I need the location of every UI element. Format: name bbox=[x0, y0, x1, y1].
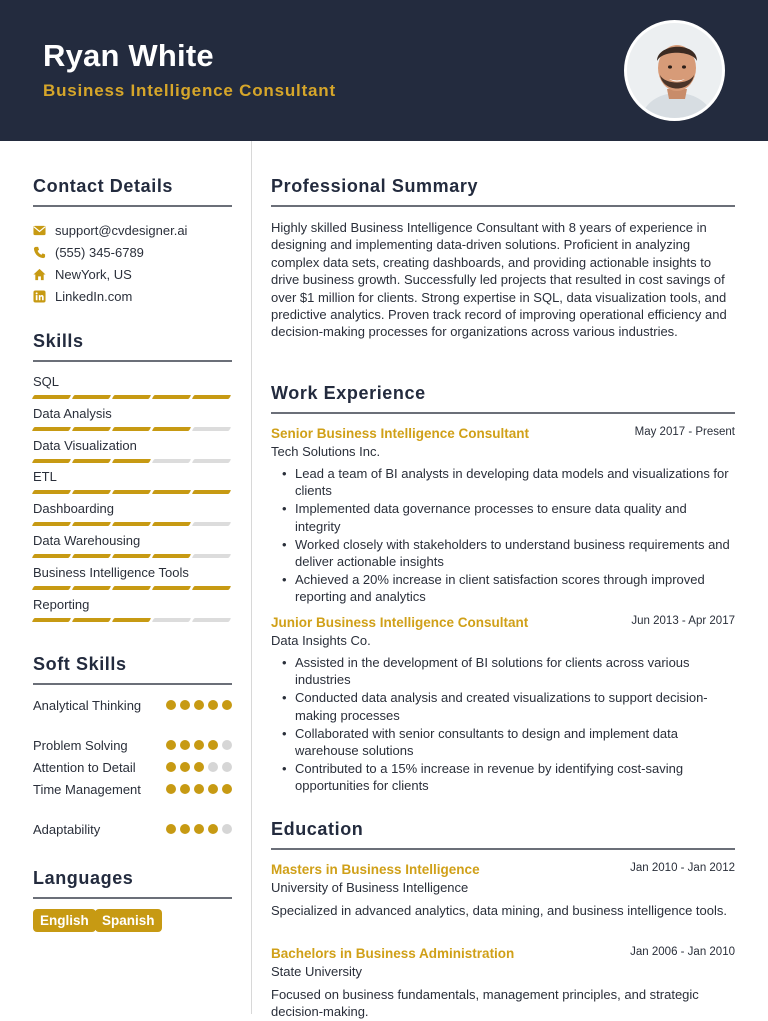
skill-level-segment bbox=[32, 459, 71, 463]
skill-level-segment bbox=[112, 459, 151, 463]
skill-level-segment bbox=[112, 490, 151, 494]
summary-rule bbox=[271, 205, 735, 207]
skill-level-segment bbox=[152, 522, 191, 526]
skill-level-segment bbox=[192, 554, 231, 558]
skill-level-segment bbox=[32, 490, 71, 494]
skill-level-segment bbox=[32, 427, 71, 431]
rating-dot bbox=[180, 824, 190, 834]
list-item: • Lead a team of BI analysts in developing data models and visualizations for clients bbox=[271, 465, 735, 500]
skill-level-segment bbox=[112, 586, 151, 590]
experience-rule bbox=[271, 412, 735, 414]
contact-rule bbox=[33, 205, 232, 207]
skill-level-segment bbox=[72, 618, 111, 622]
languages-title: Languages bbox=[33, 868, 134, 888]
skill-level-bar bbox=[33, 618, 230, 622]
contact-location-text: NewYork, US bbox=[55, 267, 132, 282]
rating-dot bbox=[180, 762, 190, 772]
skill-item bbox=[33, 501, 232, 516]
education-title: Education bbox=[271, 819, 364, 839]
soft-skill-label: Time Management bbox=[33, 782, 141, 797]
skill-level-segment bbox=[192, 490, 231, 494]
skill-level-bar bbox=[33, 490, 230, 494]
skill-level-segment bbox=[72, 459, 111, 463]
skill-level-bar bbox=[33, 395, 230, 399]
phone-icon bbox=[33, 246, 46, 259]
skill-level-segment bbox=[152, 395, 191, 399]
contact-linkedin[interactable] bbox=[33, 289, 132, 304]
soft-skill-rating bbox=[166, 824, 232, 834]
languages-list bbox=[33, 909, 232, 933]
rating-dot bbox=[166, 700, 176, 710]
skill-level-segment bbox=[152, 618, 191, 622]
list-item: • Implemented data governance processes to ensure data quality and integrity bbox=[271, 500, 735, 535]
list-item: • Contributed to a 15% increase in revenue by identifying cost-saving opportunities for clients bbox=[271, 760, 735, 795]
skill-level-bar bbox=[33, 554, 230, 558]
languages-rule bbox=[33, 897, 232, 899]
experience-title: Work Experience bbox=[271, 383, 426, 403]
soft-skill-label: Attention to Detail bbox=[33, 760, 136, 775]
language-badge: Spanish bbox=[95, 909, 162, 932]
job-company: Tech Solutions Inc. bbox=[271, 444, 381, 459]
list-item: • Conducted data analysis and created visualizations to support decision-making processes bbox=[271, 689, 735, 724]
skill-item bbox=[33, 597, 232, 612]
rating-dot bbox=[208, 700, 218, 710]
skill-level-bar bbox=[33, 586, 230, 590]
job-title: Junior Business Intelligence Consultant bbox=[271, 615, 529, 630]
skill-level-segment bbox=[72, 395, 111, 399]
soft-skill-item bbox=[33, 737, 232, 754]
skill-level-segment bbox=[192, 586, 231, 590]
rating-dot bbox=[180, 740, 190, 750]
skill-level-segment bbox=[152, 459, 191, 463]
skill-level-segment bbox=[32, 586, 71, 590]
contact-email-text: support@cvdesigner.ai bbox=[55, 223, 188, 238]
rating-dot bbox=[166, 740, 176, 750]
degree-description: Specialized in advanced analytics, data mining, and business intelligence tools. bbox=[271, 903, 728, 918]
skills-rule bbox=[33, 360, 232, 362]
summary-text: Highly skilled Business Intelligence Consultant with 8 years of experience in designing and implementing data-driven solutions. Proficient in analyzing complex data sets, creating dashboards, and providing actionable insights to drive business growth. Successfully led projects that resulted in cost savings of over $1 million for clients. Strong expertise in SQL, data visualization tools, and predictive analytics. Proven track record of improving operational efficiency and decision-making processes for organizations across various industries. bbox=[271, 220, 727, 340]
school-name: State University bbox=[271, 964, 363, 979]
skill-level-segment bbox=[192, 459, 231, 463]
rating-dot bbox=[194, 762, 204, 772]
soft-skill-rating bbox=[166, 784, 232, 794]
soft-skill-label: Analytical Thinking bbox=[33, 698, 142, 713]
skill-label: Business Intelligence Tools bbox=[33, 564, 189, 580]
contact-title: Contact Details bbox=[33, 176, 174, 196]
home-icon bbox=[33, 268, 46, 281]
degree-date: Jan 2006 - Jan 2010 bbox=[630, 946, 735, 958]
rating-dot bbox=[208, 784, 218, 794]
skill-label: SQL bbox=[33, 374, 60, 389]
language-badge: English bbox=[33, 909, 96, 932]
profile-photo-image bbox=[627, 23, 725, 121]
job-company: Data Insights Co. bbox=[271, 633, 371, 648]
skill-label: Reporting bbox=[33, 596, 90, 612]
skill-label: Data Visualization bbox=[33, 437, 137, 453]
job-title: Senior Business Intelligence Consultant bbox=[271, 426, 530, 441]
degree-description: Focused on business fundamentals, management principles, and strategic decision-making. bbox=[271, 987, 699, 1020]
rating-dot bbox=[194, 700, 204, 710]
list-item: • Collaborated with senior consultants to design and implement data warehouse solutions bbox=[271, 725, 735, 760]
skill-level-segment bbox=[72, 522, 111, 526]
soft-skills-rule bbox=[33, 683, 232, 685]
skill-level-segment bbox=[72, 490, 111, 494]
skill-item bbox=[33, 406, 232, 421]
skill-level-segment bbox=[192, 395, 231, 399]
degree-date: Jan 2010 - Jan 2012 bbox=[630, 862, 735, 874]
skill-label: Dashboarding bbox=[33, 501, 114, 517]
soft-skill-label: Problem Solving bbox=[33, 738, 128, 753]
skill-level-segment bbox=[192, 427, 231, 431]
summary-title: Professional Summary bbox=[271, 176, 479, 196]
rating-dot bbox=[194, 740, 204, 750]
rating-dot bbox=[166, 784, 176, 794]
rating-dot bbox=[222, 824, 232, 834]
list-item: • Assisted in the development of BI solutions for clients across various industries bbox=[271, 654, 735, 689]
skill-level-segment bbox=[152, 427, 191, 431]
rating-dot bbox=[208, 824, 218, 834]
rating-dot bbox=[194, 824, 204, 834]
soft-skill-item bbox=[33, 781, 232, 798]
job-bullets bbox=[271, 465, 735, 606]
candidate-name: Ryan White bbox=[43, 38, 214, 73]
soft-skill-rating bbox=[166, 740, 232, 750]
skill-level-bar bbox=[33, 427, 230, 431]
list-item: • Worked closely with stakeholders to understand business requirements and deliver actionable insights bbox=[271, 536, 735, 571]
skill-item bbox=[33, 565, 232, 580]
skill-level-segment bbox=[72, 586, 111, 590]
contact-phone-text: (555) 345-6789 bbox=[55, 245, 144, 260]
rating-dot bbox=[222, 762, 232, 772]
candidate-role: Business Intelligence Consultant bbox=[43, 81, 336, 100]
rating-dot bbox=[208, 762, 218, 772]
skill-level-bar bbox=[33, 459, 230, 463]
column-divider bbox=[251, 141, 252, 1014]
skill-label: Data Warehousing bbox=[33, 533, 141, 548]
skill-level-bar bbox=[33, 522, 230, 526]
skill-level-segment bbox=[112, 427, 151, 431]
rating-dot bbox=[222, 784, 232, 794]
skill-level-segment bbox=[152, 586, 191, 590]
envelope-icon bbox=[33, 224, 46, 237]
rating-dot bbox=[222, 700, 232, 710]
soft-skill-label: Adaptability bbox=[33, 822, 101, 837]
job-date: May 2017 - Present bbox=[634, 426, 735, 438]
skill-item bbox=[33, 533, 232, 548]
degree-title: Masters in Business Intelligence bbox=[271, 862, 480, 877]
soft-skills-title: Soft Skills bbox=[33, 654, 127, 674]
contact-linkedin-text: LinkedIn.com bbox=[55, 289, 133, 304]
job-date: Jun 2013 - Apr 2017 bbox=[631, 615, 735, 627]
skill-level-segment bbox=[72, 427, 111, 431]
resume-header bbox=[0, 0, 768, 141]
soft-skill-item bbox=[33, 697, 232, 714]
skill-level-segment bbox=[152, 554, 191, 558]
contact-location bbox=[33, 267, 132, 282]
rating-dot bbox=[180, 700, 190, 710]
skill-level-segment bbox=[112, 522, 151, 526]
skill-level-segment bbox=[32, 618, 71, 622]
soft-skill-item bbox=[33, 759, 232, 776]
skill-level-segment bbox=[112, 395, 151, 399]
skill-level-segment bbox=[192, 618, 231, 622]
list-item: • Achieved a 20% increase in client satisfaction scores through improved reporting and analytics bbox=[271, 571, 735, 606]
rating-dot bbox=[166, 824, 176, 834]
degree-title: Bachelors in Business Administration bbox=[271, 946, 515, 961]
contact-phone[interactable] bbox=[33, 245, 144, 260]
skill-item bbox=[33, 374, 232, 389]
skill-level-segment bbox=[32, 395, 71, 399]
skill-level-segment bbox=[32, 522, 71, 526]
rating-dot bbox=[180, 784, 190, 794]
soft-skill-item bbox=[33, 821, 232, 838]
rating-dot bbox=[222, 740, 232, 750]
skill-level-segment bbox=[112, 554, 151, 558]
rating-dot bbox=[194, 784, 204, 794]
skill-item bbox=[33, 438, 232, 453]
skill-label: ETL bbox=[33, 469, 57, 485]
job-bullets bbox=[271, 654, 735, 795]
skill-level-segment bbox=[32, 554, 71, 558]
school-name: University of Business Intelligence bbox=[271, 880, 469, 895]
skill-label: Data Analysis bbox=[33, 405, 112, 421]
skill-level-segment bbox=[72, 554, 111, 558]
profile-photo bbox=[624, 20, 725, 121]
rating-dot bbox=[166, 762, 176, 772]
linkedin-icon bbox=[33, 290, 46, 303]
skill-level-segment bbox=[152, 490, 191, 494]
contact-email[interactable] bbox=[33, 223, 187, 238]
soft-skill-rating bbox=[166, 762, 232, 772]
skill-item bbox=[33, 469, 232, 484]
rating-dot bbox=[208, 740, 218, 750]
skill-level-segment bbox=[192, 522, 231, 526]
skills-title: Skills bbox=[33, 331, 84, 351]
education-rule bbox=[271, 848, 735, 850]
skill-level-segment bbox=[112, 618, 151, 622]
soft-skill-rating bbox=[166, 700, 232, 710]
